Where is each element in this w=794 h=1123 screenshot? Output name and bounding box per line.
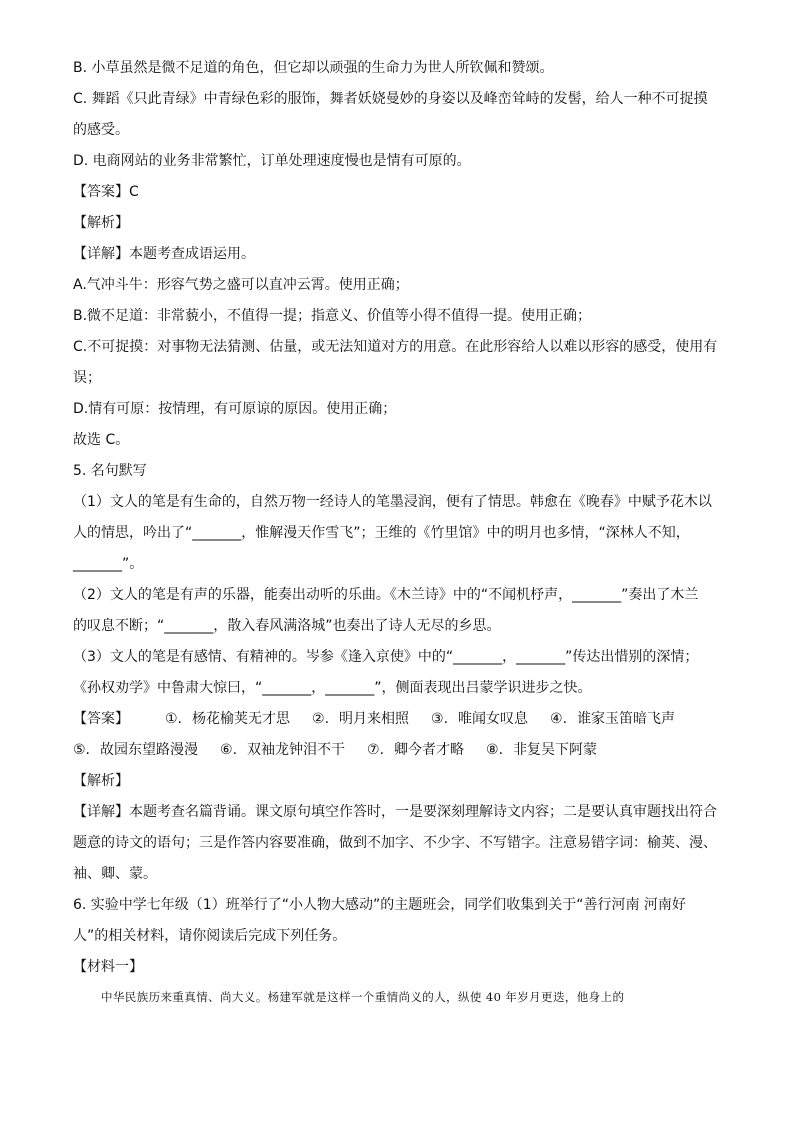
detail-line-2: 【详解】本题考查名篇背诵。课文原句填空作答时，一是要深刻理解诗文内容；二是要认真审题找出符合 题意的诗文的语句；三是作答内容要准确，做到不加字、不少字、不写错字。注意易错字词：榆荚、漫、 袖、卿、蒙。 (73, 804, 717, 882)
answers-label: 【答案】 (73, 711, 129, 727)
question-5-title: 5. 名句默写 (73, 463, 147, 479)
choose-c: 故选 C。 (73, 432, 130, 448)
explain-d: D.情有可原：按情理，有可原谅的原因。使用正确； (73, 401, 397, 417)
analysis-heading-2: 【解析】 (73, 773, 129, 789)
answer-item: ③. 唯闻女叹息 (431, 711, 529, 727)
analysis-heading: 【解析】 (73, 215, 129, 231)
question-6: 6. 实验中学七年级（1）班举行了“小人物大感动”的主题班会，同学们收集到关于“善行河南 河南好 人”的相关材料，请你阅读后完成下列任务。 (73, 897, 686, 944)
document-page (73, 58, 723, 1006)
answer-item: ⑧. 非复吴下阿蒙 (486, 742, 598, 758)
question-5-part-2: （2）文人的笔是有声的乐器，能奏出动听的乐曲。《木兰诗》中的“不闻机杼声，_______”奏出了木兰 的叹息不断；“_______，散入春风满洛城”也奏出了诗人无尽的乡思。 (73, 587, 699, 634)
answer-item: ②. 明月来相照 (312, 711, 410, 727)
detail-line: 【详解】本题考查成语运用。 (73, 246, 255, 262)
answer-item: ①. 杨花榆荚无才思 (165, 711, 291, 727)
question-5-part-1: （1）文人的笔是有生命的，自然万物一经诗人的笔墨浸润，便有了情思。韩愈在《晚春》中赋予花木以 人的情思，吟出了“_______，惟解漫天作雪飞”；王维的《竹里馆》中的明月也多情，“深林人不知， _______”。 (73, 494, 712, 572)
answer-item: ⑤. 故园东望路漫漫 (73, 742, 199, 758)
question-5-part-3: （3）文人的笔是有感情、有精神的。岑参《逢入京使》中的“_______，_______”传达出惜别的深情； 《孙权劝学》中鲁肃大惊曰，“_______，_______”，侧面表现出吕蒙学识进步之快。 (73, 649, 699, 696)
explain-b: B.微不足道：非常藐小，不值得一提；指意义、价值等小得不值得一提。使用正确； (73, 308, 592, 324)
answer-line: 【答案】C (73, 184, 139, 200)
answer-item: ⑥. 双袖龙钟泪不干 (220, 742, 346, 758)
answers-block (73, 709, 723, 760)
answer-item: ⑦. 卿今者才略 (367, 742, 465, 758)
material-one-text: 中华民族历来重真情、尚大义。杨建军就是这样一个重情尚义的人，纵使 40 年岁月更迭，他身上的 (101, 990, 625, 1004)
material-one-heading: 【材料一】 (73, 959, 143, 975)
explain-c: C.不可捉摸：对事物无法猜测、估量，或无法知道对方的用意。在此形容给人以难以形容的感受，使用有 误； (73, 339, 718, 386)
answer-item: ④. 谁家玉笛暗飞声 (550, 711, 676, 727)
option-c: C. 舞蹈《只此青绿》中青绿色彩的服饰，舞者妖娆曼妙的身姿以及峰峦耸峙的发髻，给人一种不可捉摸 的感受。 (73, 91, 708, 138)
option-d: D. 电商网站的业务非常繁忙，订单处理速度慢也是情有可原的。 (73, 153, 471, 169)
explain-a: A.气冲斗牛：形容气势之盛可以直冲云霄。使用正确； (73, 277, 409, 293)
option-b: B. 小草虽然是微不足道的角色，但它却以顽强的生命力为世人所钦佩和赞颂。 (73, 60, 554, 76)
answers-row-2 (73, 740, 723, 760)
